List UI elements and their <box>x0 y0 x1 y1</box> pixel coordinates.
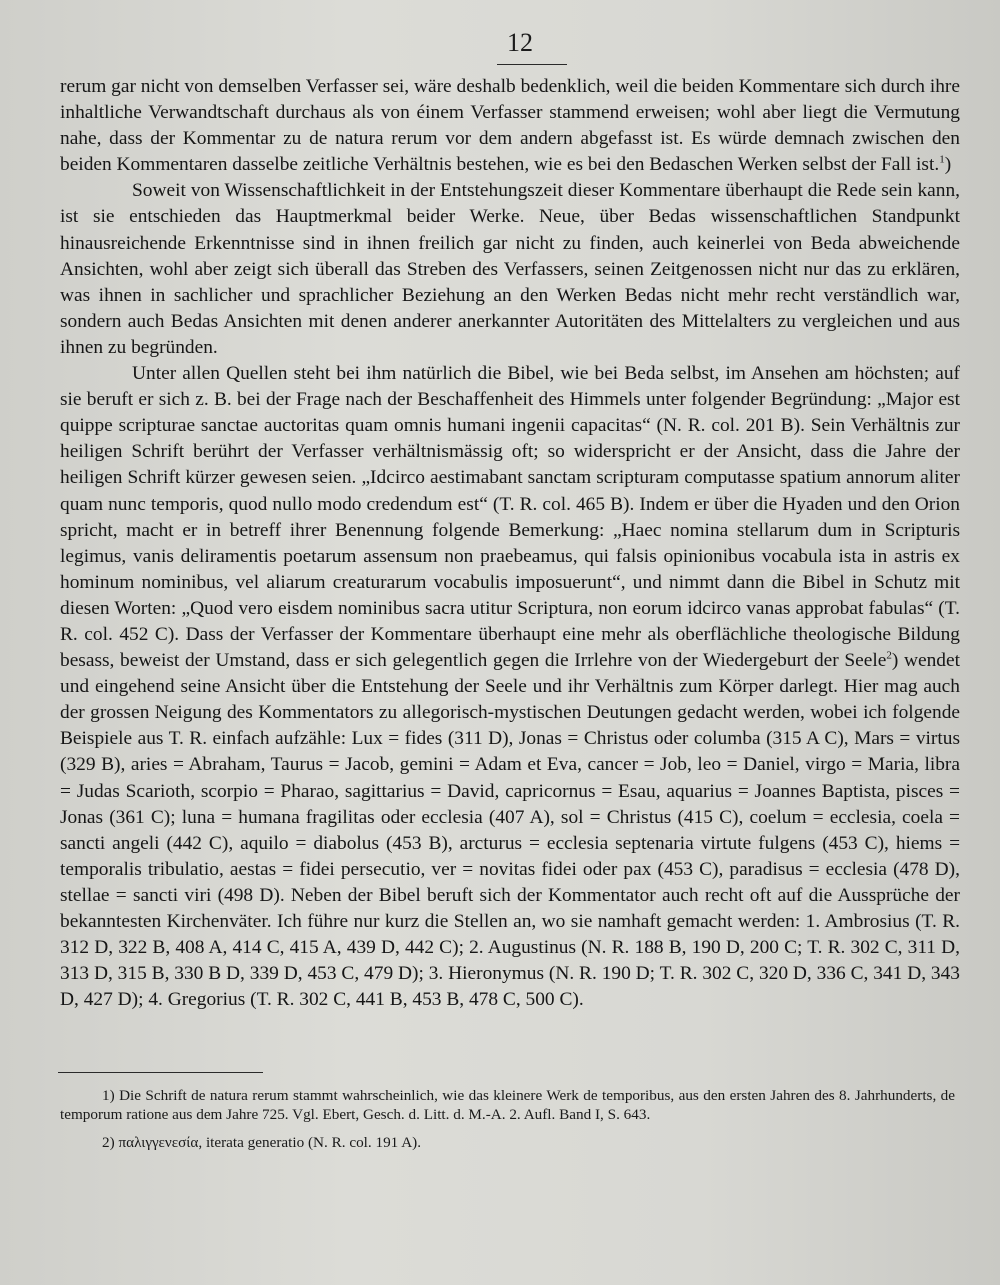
paragraph-1-text: rerum gar nicht von demselben Verfasser sei, wäre deshalb bedenklich, weil die beiden Kommentare sich durch ihre inhaltliche Verwandtschaft durchaus als von éinem Verfasser stammend erweisen; wohl aber liegt die Vermutung nahe, dass der Kommentar zu de natura rerum vor dem andern abgefasst ist. Es würde demnach zwischen den beiden Kommentaren dasselbe zeitliche Verhältnis bestehen, wie es bei den Bedaschen Werken selbst der Fall ist. <box>60 76 960 176</box>
main-text <box>60 74 960 1013</box>
footnote-1: 1) Die Schrift de natura rerum stammt wahrscheinlich, wie das kleinere Werk de temporibus, aus den ersten Jahren des 8. Jahrhunderts, de temporum ratione aus dem Jahre 725. Vgl. Ebert, Gesch. d. Litt. d. M.-A. 2. Aufl. Band I, S. 643. <box>60 1087 955 1123</box>
footnote-ref-1: 1 <box>939 153 945 166</box>
footnote-2: 2) παλιγγενεσία, iterata generatio (N. R. col. 191 A). <box>102 1134 422 1151</box>
paragraph-scientific: Soweit von Wissenschaftlichkeit in der Entstehungszeit dieser Kommentare überhaupt die Rede sein kann, ist sie entschieden das Hauptmerkmal beider Werke. Neue, über Bedas wissenschaftlichen Standpunkt hinausreichende Erkenntnisse sind in ihnen freilich gar nicht zu finden, auch keinerlei von Beda abweichende Ansichten, wohl aber zeigt sich überall das Streben des Verfassers, seinen Zeitgenossen nicht nur das zu erklären, was ihnen in sachlicher und sprachlicher Beziehung an den Werken Bedas nicht mehr recht verständlich war, sondern auch Bedas Ansichten mit denen anderer anerkannter Autoritäten des Mittelalters zu vergleichen und aus ihnen zu begründen. <box>60 180 960 358</box>
footnotes <box>60 1086 955 1161</box>
paragraph-3-text-a: Unter allen Quellen steht bei ihm natürlich die Bibel, wie bei Beda selbst, im Ansehen am höchsten; auf sie beruft er sich z. B. bei der Frage nach der Beschaffenheit des Himmels unter folgender Begründung: „Major est quippe scripturae sanctae auctoritas quam omnis humani ingenii capacitas“ (N. R. col. 201 B). Sein Verhältnis zur heiligen Schrift berührt der Verfasser verhältnismässig oft; so widerspricht er der Ansicht, dass die Jahre der heiligen Schrift kürzer gewesen seien. „Idcirco aestimabant sanctam scripturam computasse spatium annorum aliter quam nunc temporis, quod nullo modo credendum est“ (T. R. col. 465 B). Indem er über die Hyaden und den Orion spricht, macht er in betreff ihrer Benennung folgende Bemerkung: „Haec nomina stellarum dum in Scripturis legimus, vanis deliramentis poetarum assensum non praebeamus, qui falsis opinionibus vocabula ista in astris ex hominum nominibus, vel aliarum creaturarum vocabulis imposuerunt“, und nimmt dann die Bibel in Schutz mit diesen Worten: „Quod vero eisdem nominibus sacra utitur Scriptura, non eorum idcirco vanas approbat fabulas“ (T. R. col. 452 C). Dass der Verfasser der Kommentare überhaupt eine mehr als oberflächliche theologische Bildung besass, beweist der Umstand, dass er sich gelegentlich gegen die Irrlehre von der Wiedergeburt der Seele <box>60 363 960 672</box>
footnote-separator <box>58 1072 263 1073</box>
footnote-ref-2: 2 <box>886 649 892 662</box>
paragraph-3-text-b: wendet und eingehend seine Ansicht über die Entstehung der Seele und ihr Verhältnis zum Körper darlegt. Hier mag auch der grossen Neigung des Kommentators zu allegorisch-mystischen Deutungen gedacht werden, wobei ich folgende Beispiele aus T. R. einfach aufzähle: Lux = fides (311 D), Jonas = Christus oder columba (315 A C), Mars = virtus (329 B), aries = Abraham, Taurus = Jacob, gemini = Adam et Eva, cancer = Job, leo = Daniel, virgo = Maria, libra = Judas Scarioth, scorpio = Pharao, sagittarius = David, capricornus = Esau, aquarius = Joannes Baptista, pisces = Jonas (361 C); luna = humana fragilitas oder ecclesia (407 A), sol = Christus (415 C), coelum = ecclesia, coela = sancti angeli (442 C), aquilo = diabolus (453 B), arcturus = ecclesia septenaria virtute fulgens (453 C), hiems = temporalis tribulatio, aestas = fidei persecutio, ver = novitas fidei oder pax (453 C), paradisus = ecclesia (478 D), stellae = sancti viri (498 D). Neben der Bibel beruft sich der Kommentator auch recht oft auf die Aussprüche der bekanntesten Kirchenväter. Ich führe nur kurz die Stellen an, wo sie namhaft gemacht werden: 1. Ambrosius (T. R. 312 D, 322 B, 408 A, 414 C, 415 A, 439 D, 442 C); 2. Augustinus (N. R. 188 B, 190 D, 200 C; T. R. 302 C, 311 D, 313 D, 315 B, 330 B D, 339 D, 453 C, 479 D); 3. Hieronymus (N. R. 190 D; T. R. 302 C, 320 D, 336 C, 341 D, 343 D, 427 D); 4. Gregorius (T. R. 302 C, 441 B, 453 B, 478 C, 500 C). <box>60 650 960 1011</box>
page-number-rule <box>497 64 567 65</box>
paragraph-continuation: rerum gar nicht von demselben Verfasser sei, wäre deshalb bedenklich, weil die beiden Kommentare sich durch ihre inhaltliche Verwandtschaft durchaus als von éinem Verfasser stammend erweisen; wohl aber liegt die Vermutung nahe, dass der Kommentar zu de natura rerum vor dem andern abgefasst ist. Es würde demnach zwischen den beiden Kommentaren dasselbe zeitliche Verhältnis bestehen, wie es bei den Bedaschen Werken selbst der Fall ist.$^1$) <box>60 76 960 176</box>
page-number: 12 <box>507 28 533 57</box>
paragraph-sources: Unter allen Quellen steht bei ihm natürlich die Bibel, wie bei Beda selbst, im Ansehen am höchsten; auf sie beruft er sich z. B. bei der Frage nach der Beschaffenheit des Himmels unter folgender Begründung: „Major est quippe scripturae sanctae auctoritas quam omnis humani ingenii capacitas“ (N. R. col. 201 B). Sein Verhältnis zur heiligen Schrift berührt der Verfasser verhältnismässig oft; so widerspricht er der Ansicht, dass die Jahre der heiligen Schrift kürzer gewesen seien. „Idcirco aestimabant sanctam scripturam computasse spatium annorum aliter quam nunc temporis, quod nullo modo credendum est“ (T. R. col. 465 B). Indem er über die Hyaden und den Orion spricht, macht er in betreff ihrer Benennung folgende Bemerkung: „Haec nomina stellarum dum in Scripturis legimus, vanis deliramentis poetarum assensum non praebeamus, qui falsis opinionibus vocabula ista in astris ex hominum nominibus, vel aliarum creaturarum vocabulis imposuerunt“, und nimmt dann die Bibel in Schutz mit diesen Worten: „Quod vero eisdem nominibus sacra utitur Scriptura, non eorum idcirco vanas approbat fabulas“ (T. R. col. 452 C). Dass der Verfasser der Kommentare überhaupt eine mehr als oberflächliche theologische Bildung besass, beweist der Umstand, dass er sich gelegentlich gegen die Irrlehre von der Wiedergeburt der Seele$^2$) wendet und eingehend seine Ansicht über die Entstehung der Seele und ihr Verhältnis zum Körper darlegt. Hier mag auch der grossen Neigung des Kommentators zu allegorisch-mystischen Deutungen gedacht werden, wobei ich folgende Beispiele aus T. R. einfach aufzähle: Lux = fides (311 D), Jonas = Christus oder columba (315 A C), Mars = virtus (329 B), aries = Abraham, Taurus = Jacob, gemini = Adam et Eva, cancer = Job, leo = Daniel, virgo = Maria, libra = Judas Scarioth, scorpio = Pharao, sagittarius = David, capricornus = Esau, aquarius = Joannes Baptista, pisces = Jonas (361 C); luna = humana fragilitas oder ecclesia (407 A), sol = Christus (415 C), coelum = ecclesia, coela = sancti angeli (442 C), aquilo = diabolus (453 B), arcturus = ecclesia septenaria virtute fulgens (453 C), hiems = temporalis tribulatio, aestas = fidei persecutio, ver = novitas fidei oder pax (453 C), paradisus = ecclesia (478 D), stellae = sancti viri (498 D). Neben der Bibel beruft sich der Kommentator auch recht oft auf die Aussprüche der bekanntesten Kirchenväter. Ich führe nur kurz die Stellen an, wo sie namhaft gemacht werden: 1. Ambrosius (T. R. 312 D, 322 B, 408 A, 414 C, 415 A, 439 D, 442 C); 2. Augustinus (N. R. 188 B, 190 D, 200 C; T. R. 302 C, 311 D, 313 D, 315 B, 330 B D, 339 D, 453 C, 479 D); 3. Hieronymus (N. R. 190 D; T. R. 302 C, 320 D, 336 C, 341 D, 343 D, 427 D); 4. Gregorius (T. R. 302 C, 441 B, 453 B, 478 C, 500 C). <box>60 363 960 1011</box>
